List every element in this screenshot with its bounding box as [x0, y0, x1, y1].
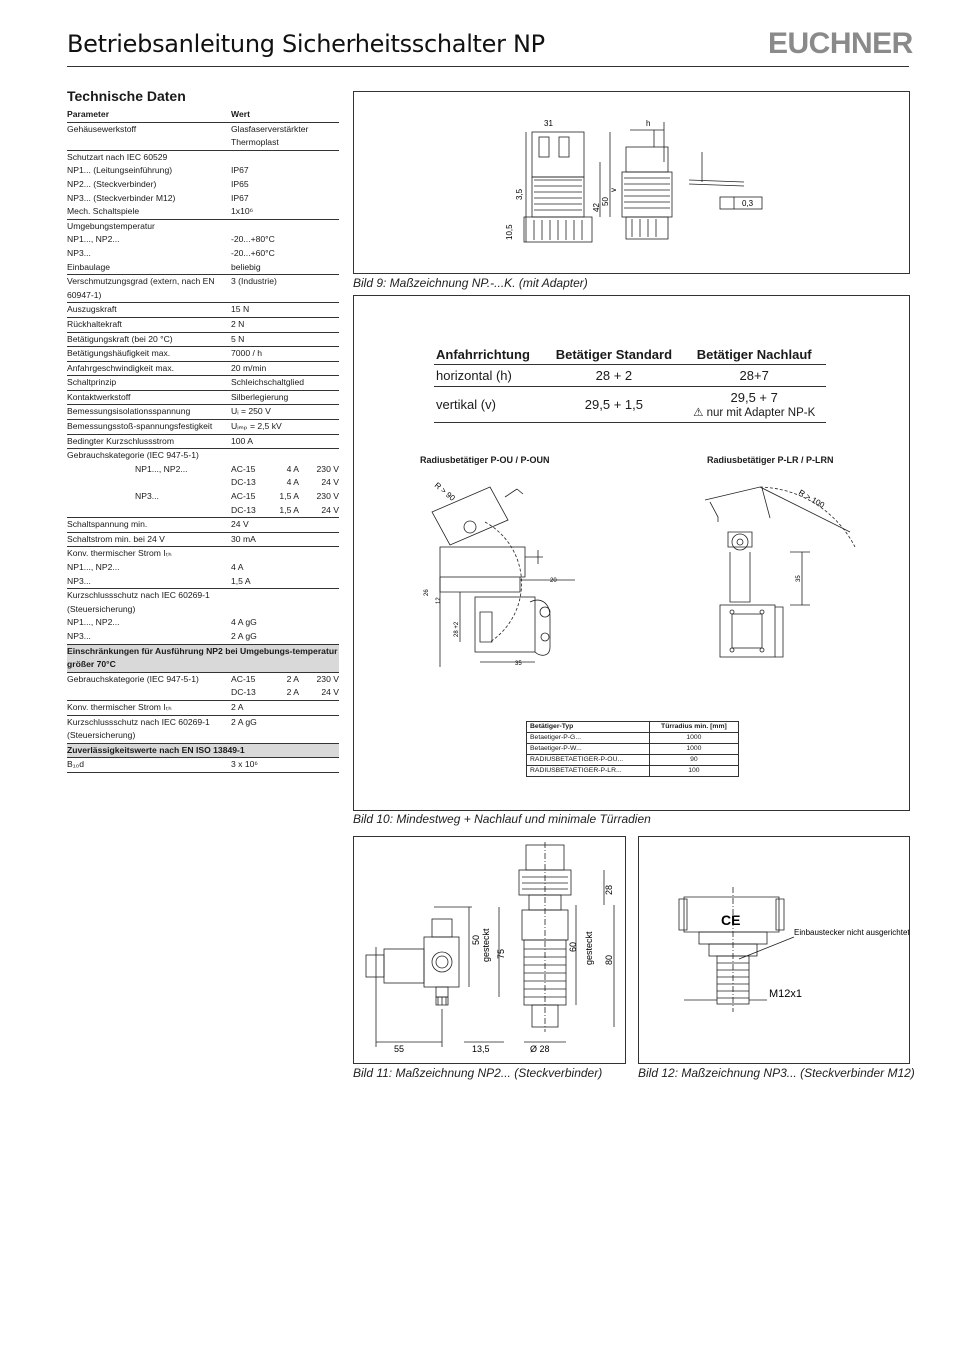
spec-value: 2 N [231, 317, 339, 332]
spec-value [231, 150, 339, 164]
spec-value-part: 2 A [286, 673, 299, 684]
radius-header-value: Türradius min. [mm] [649, 722, 738, 733]
spec-param: Umgebungstemperatur [67, 220, 155, 231]
spec-value: Uᵢₘₚ = 2,5 kV [231, 420, 339, 435]
spec-param: Schaltprinzip [67, 376, 231, 391]
spec-param: Bemessungsstoß-spannungsfestigkeit [67, 420, 231, 435]
fig11-dim-60: 60 [568, 941, 578, 952]
radius-table [526, 721, 739, 777]
spec-row [67, 164, 339, 178]
spec-value: 1x10⁶ [231, 205, 339, 219]
spec-param: Konv. thermischer Strom Iₜₕ [67, 700, 231, 715]
fig11-dim-13-5: 13,5 [472, 1044, 490, 1054]
warning-icon: ⚠ [693, 407, 704, 419]
spec-value-part: DC-13 [231, 687, 256, 698]
spec-param: Kontaktwerkstoff [67, 390, 231, 405]
spec-value: 4 A [231, 562, 244, 572]
spec-value [231, 547, 339, 561]
spec-param: Auszugskraft [67, 303, 231, 318]
spec-value-part: 24 V [321, 504, 339, 515]
page-title: Betriebsanleitung Sicherheitsschalter NP [67, 30, 545, 58]
spec-param: NP3... [67, 630, 231, 644]
spec-value [231, 589, 339, 617]
spec-row [67, 672, 339, 686]
spec-value-part: 4 A [286, 463, 299, 474]
spec-value: 5 N [231, 332, 339, 347]
fig9-dim-50: 50 [601, 197, 610, 206]
spec-row [67, 589, 339, 617]
radius-actuator-p-lr-drawing [700, 472, 860, 664]
spec-value [231, 490, 339, 504]
right-dim-35: 35 [796, 575, 802, 582]
spec-param: NP1..., NP2... [67, 562, 120, 572]
spec-row [67, 390, 339, 405]
figure-11-drawing [354, 837, 625, 1063]
fig9-dim-31: 31 [544, 119, 553, 128]
spec-value: IP67 [231, 192, 249, 203]
spec-param: Anfahrgeschwindigkeit max. [67, 361, 231, 376]
fig11-dim-55: 55 [394, 1044, 405, 1054]
ce-mark: CE [721, 912, 741, 928]
radius-cell: Betaetiger-P-W... [527, 744, 650, 755]
spec-row [67, 449, 339, 463]
fig11-dim-80: 80 [604, 954, 614, 965]
spec-row [67, 317, 339, 332]
spec-value-part: 24 V [321, 687, 339, 698]
spec-value: -20...+80°C [231, 234, 275, 245]
spec-value: Silberlegierung [231, 390, 339, 405]
left-dim-20: 20 [550, 578, 557, 584]
spec-row [67, 490, 339, 504]
spec-param: Verschmutzungsgrad (extern, nach EN 60947-1) [67, 275, 231, 303]
spec-param: Gehäusewerkstoff [67, 122, 231, 150]
spec-param: Betätigungshäufigkeit max. [67, 347, 231, 362]
spec-value [231, 463, 339, 477]
spec-value: 2 A [231, 700, 339, 715]
fig9-dim-10-5: 10,5 [505, 224, 514, 240]
spec-value: IP65 [231, 178, 249, 189]
radius-cell: Betaetiger-P-G... [527, 733, 650, 744]
spec-param: B₁₀d [67, 758, 231, 773]
spec-row [67, 261, 339, 275]
spec-value: 24 V [231, 518, 339, 533]
spec-param: NP3... (Steckverbinder M12) [67, 192, 176, 203]
spec-row [67, 420, 339, 435]
euchner-logo: EUCHNER [768, 27, 913, 60]
spec-value-part: DC-13 [231, 504, 256, 515]
figure-12-drawing [639, 837, 909, 1063]
spec-row [67, 361, 339, 376]
fig11-dim-dia-28: Ø 28 [530, 1044, 550, 1054]
spec-param: Einschränkungen für Ausführung NP2 bei Umgebungs-temperatur größer 70°C [67, 644, 339, 672]
header-rule [67, 66, 909, 67]
spec-row [67, 463, 339, 477]
spec-value: 30 mA [231, 532, 339, 547]
spec-value: 100 A [231, 434, 339, 449]
spec-row [67, 561, 339, 575]
figure-11-frame [353, 836, 626, 1064]
spec-col-param: Parameter [67, 108, 231, 122]
radius-cell: 1000 [649, 744, 738, 755]
spec-value: 2 A gG [231, 630, 339, 644]
spec-row [67, 303, 339, 318]
spec-value: Glasfaserverstärkter Thermoplast [231, 122, 339, 150]
spec-value: 1,5 A [231, 575, 339, 589]
spec-value-part: 1,5 A [279, 491, 299, 502]
spec-param: NP3... [135, 491, 159, 502]
radius-cell: RADIUSBETAETIGER-P-LR... [527, 766, 650, 777]
fig9-dim-3-5: 3,5 [515, 188, 524, 200]
spec-param: Gebrauchskategorie (IEC 947-5-1) [67, 450, 199, 461]
spec-table [67, 108, 339, 773]
spec-param: Betätigungskraft (bei 20 °C) [67, 332, 231, 347]
spec-row [67, 178, 339, 192]
fig11-dim-75: 75 [496, 948, 506, 959]
spec-param: NP2... (Steckverbinder) [67, 178, 157, 189]
spec-row [67, 233, 339, 247]
travel-header-direction: Anfahrrichtung [434, 345, 545, 365]
spec-row [67, 205, 339, 219]
spec-value: 4 A gG [231, 617, 257, 628]
spec-row [67, 616, 339, 630]
fig9-dim-h: h [646, 119, 651, 128]
spec-value-part: 230 V [316, 673, 339, 684]
figure-10-caption: Bild 10: Mindestweg + Nachlauf und minimale Türradien [353, 812, 651, 826]
figure-9-drawing [354, 92, 909, 273]
spec-param: Zuverlässigkeitswerte nach EN ISO 13849-1 [67, 743, 339, 758]
radius-actuator-p-ou-drawing [420, 472, 580, 672]
spec-row [67, 758, 339, 773]
spec-value-part: 230 V [316, 463, 339, 474]
spec-param: NP1... (Leitungseinführung) [67, 165, 173, 176]
left-dim-12: 12 [436, 597, 442, 604]
spec-param [67, 476, 231, 490]
spec-row [67, 700, 339, 715]
spec-value: Schleichschaltglied [231, 376, 339, 391]
spec-value-part: 24 V [321, 477, 339, 488]
spec-value: 15 N [231, 303, 339, 318]
spec-row [67, 476, 339, 490]
spec-param: Konv. thermischer Strom Iₜₕ [67, 548, 172, 559]
spec-param: NP3... [67, 575, 231, 589]
radius-cell: 90 [649, 755, 738, 766]
spec-value [231, 686, 339, 700]
travel-table [434, 345, 826, 423]
spec-row [67, 347, 339, 362]
spec-value: 3 (Industrie) [231, 275, 339, 303]
spec-row [67, 518, 339, 533]
figure-12-frame [638, 836, 910, 1064]
spec-value: 3 x 10⁶ [231, 758, 339, 773]
spec-row [67, 275, 339, 303]
spec-param: NP3... [67, 247, 91, 258]
spec-value [231, 476, 339, 490]
spec-value [231, 449, 339, 463]
travel-cell: 28 + 2 [545, 365, 682, 387]
spec-value: 7000 / h [231, 347, 339, 362]
fig12-note: Einbaustecker nicht ausgerichtet [794, 928, 909, 937]
travel-cell: vertikal (v) [434, 387, 545, 423]
fig11-dim-28: 28 [604, 884, 614, 895]
radius-header-type: Betätiger-Typ [527, 722, 650, 733]
spec-row [67, 715, 339, 743]
travel-cell: horizontal (h) [434, 365, 545, 387]
left-dim-radius: R > 90 [432, 480, 457, 503]
spec-row [67, 686, 339, 700]
fig9-dim-tolerance: 0,3 [742, 199, 754, 208]
left-actuator-label: Radiusbetätiger P-OU / P-OUN [420, 455, 550, 465]
spec-row [67, 743, 339, 758]
spec-value-part: 2 A [286, 687, 299, 698]
spec-row [67, 192, 339, 206]
spec-param: NP1..., NP2... [67, 234, 120, 245]
spec-param: Kurzschlussschutz nach IEC 60269-1 (Steuersicherung) [67, 590, 210, 614]
radius-cell: 100 [649, 766, 738, 777]
fig12-note-line [794, 928, 909, 937]
spec-row [67, 644, 339, 672]
travel-header-overtravel: Betätiger Nachlauf [682, 345, 826, 365]
spec-row [67, 532, 339, 547]
spec-param: Mech. Schaltspiele [67, 205, 231, 219]
travel-cell-note [682, 387, 826, 423]
figure-12-caption: Bild 12: Maßzeichnung NP3... (Steckverbinder M12) [638, 1066, 915, 1080]
spec-row [67, 122, 339, 150]
spec-row [67, 630, 339, 644]
fig11-label-plugged: gesteckt [481, 928, 491, 962]
spec-row [67, 547, 339, 561]
spec-value-part: DC-13 [231, 477, 256, 488]
spec-param: NP1..., NP2... [135, 463, 188, 474]
spec-param [67, 686, 231, 700]
spec-param: Einbaulage [67, 261, 231, 275]
spec-row [67, 575, 339, 589]
spec-row [67, 434, 339, 449]
figure-9-caption: Bild 9: Maßzeichnung NP.-...K. (mit Adapter) [353, 276, 588, 290]
spec-row [67, 150, 339, 164]
spec-param: Schaltstrom min. bei 24 V [67, 532, 231, 547]
fig12-thread: M12x1 [769, 988, 803, 1000]
spec-row [67, 247, 339, 261]
travel-cell: 29,5 + 1,5 [545, 387, 682, 423]
spec-param: Schaltspannung min. [67, 518, 231, 533]
spec-param: Gebrauchskategorie (IEC 947-5-1) [67, 673, 199, 684]
right-actuator-label: Radiusbetätiger P-LR / P-LRN [707, 455, 834, 465]
radius-cell: 1000 [649, 733, 738, 744]
fig9-dim-42: 42 [592, 203, 601, 212]
spec-value-part: 4 A [286, 477, 299, 488]
spec-row [67, 405, 339, 420]
spec-param: Bemessungsisolationsspannung [67, 405, 231, 420]
travel-cell: 28+7 [682, 365, 826, 387]
spec-row [67, 219, 339, 233]
fig11-label-plugged-2: gesteckt [584, 931, 594, 965]
spec-value: 20 m/min [231, 361, 339, 376]
adapter-note: nur mit Adapter NP-K [706, 407, 816, 419]
spec-row [67, 332, 339, 347]
spec-value [231, 672, 339, 686]
spec-param: Bedingter Kurzschlussstrom [67, 434, 231, 449]
travel-header-standard: Betätiger Standard [545, 345, 682, 365]
spec-param: Rückhaltekraft [67, 317, 231, 332]
spec-value: 2 A gG [231, 715, 339, 743]
spec-value: -20...+60°C [231, 247, 275, 258]
spec-value-part: 230 V [316, 491, 339, 502]
left-dim-35: 35 [515, 661, 522, 667]
left-dim-26: 26 [424, 589, 430, 596]
spec-param [67, 504, 231, 518]
spec-value: beliebig [231, 261, 339, 275]
spec-value [231, 504, 339, 518]
spec-value [231, 219, 339, 233]
radius-cell: RADIUSBETAETIGER-P-OU... [527, 755, 650, 766]
spec-param: Kurzschlussschutz nach IEC 60269-1 (Steuersicherung) [67, 715, 231, 743]
spec-param: NP1..., NP2... [67, 617, 120, 628]
fig9-dim-v: v [609, 188, 618, 192]
spec-value: IP67 [231, 165, 249, 176]
spec-param: Schutzart nach IEC 60529 [67, 151, 168, 162]
spec-value-part: AC-15 [231, 673, 256, 684]
fig11-dim-50: 50 [471, 934, 481, 945]
section-title: Technische Daten [67, 88, 186, 104]
spec-value-part: AC-15 [231, 491, 256, 502]
travel-cell: 29,5 + 7 [730, 390, 778, 405]
spec-row [67, 376, 339, 391]
right-dim-radius: R > 100 [797, 487, 826, 510]
spec-value: Uᵢ = 250 V [231, 405, 339, 420]
figure-9-frame [353, 91, 910, 274]
spec-value-part: AC-15 [231, 463, 256, 474]
spec-row [67, 504, 339, 518]
figure-11-caption: Bild 11: Maßzeichnung NP2... (Steckverbinder) [353, 1066, 603, 1080]
left-dim-28: 28 +2 [454, 621, 460, 637]
spec-col-value: Wert [231, 108, 339, 122]
spec-value-part: 1,5 A [279, 504, 299, 515]
